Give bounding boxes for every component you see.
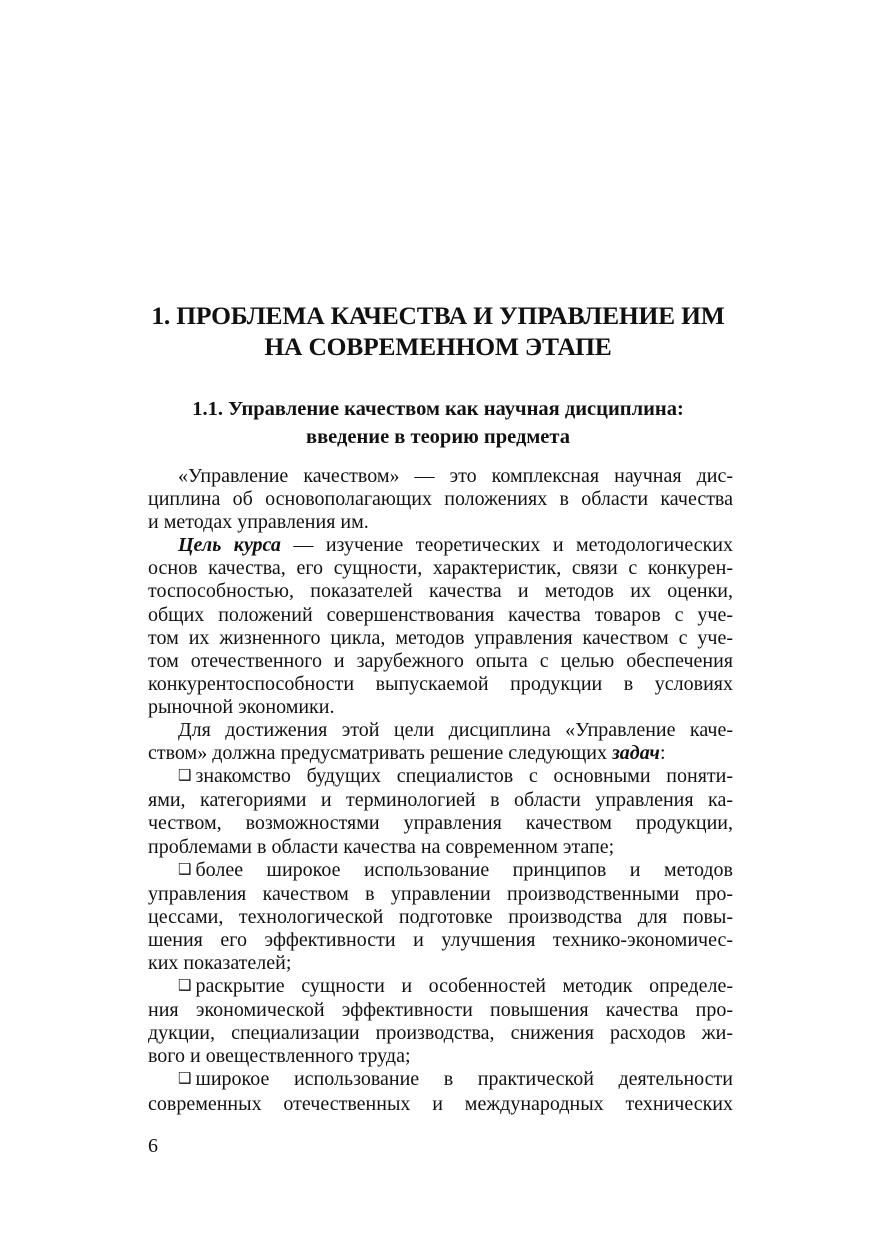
text-line: ких показателей; xyxy=(148,951,292,974)
text-line: управления качеством в управлении производственными про- xyxy=(148,882,733,905)
text-line: циплина об основополагающих положениях в области качества xyxy=(148,488,733,511)
text-line: шения его эффективности и улучшения технико-экономичес- xyxy=(148,928,733,951)
text-line: ❑ более широкое использование принципов и методов xyxy=(178,858,733,881)
paragraph-tasks-intro xyxy=(148,719,733,765)
chapter-title-line-1: 1. ПРОБЛЕМА КАЧЕСТВА И УПРАВЛЕНИЕ ИМ xyxy=(151,301,725,330)
tasks-term: задач xyxy=(611,742,660,765)
tasks-colon: : xyxy=(659,742,666,765)
text-line: ❑ широкое использование в практической деятельности xyxy=(178,1068,733,1091)
chapter-title xyxy=(140,300,736,362)
text-line: общих положений совершенствования качества товаров с уче- xyxy=(148,603,733,626)
paragraph-course-goal xyxy=(148,534,733,719)
checkbox-bullet-icon: ❑ xyxy=(178,1069,192,1088)
text-line: ния экономической эффективности повышения качества про- xyxy=(148,999,733,1022)
section-title-line-2: введение в теорию предмета xyxy=(306,426,570,448)
body-text xyxy=(148,465,733,1116)
section-title-line-1: 1.1. Управление качеством как научная дисциплина: xyxy=(192,398,684,420)
text-line: основ качества, его сущности, характеристик, связи с конкурен- xyxy=(148,557,733,580)
chapter-title-line-2: НА СОВРЕМЕННОМ ЭТАПЕ xyxy=(264,332,612,361)
section-title xyxy=(140,395,736,451)
text-line: ями, категориями и терминологией в области управления ка- xyxy=(148,789,733,812)
text-line: чеством, возможностями управления качеством продукции, xyxy=(148,812,733,835)
text-line: тоспособностью, показателей качества и методов их оценки, xyxy=(148,580,733,603)
text-line: дукции, специализации производства, снижения расходов жи- xyxy=(148,1022,733,1045)
list-item xyxy=(148,765,733,858)
checkbox-bullet-icon: ❑ xyxy=(178,859,192,878)
text-line: «Управление качеством» — это комплексная научная дис- xyxy=(178,465,733,487)
text-line: проблемами в области качества на современном этапе; xyxy=(148,835,615,858)
text-line: и методах управления им. xyxy=(148,511,369,534)
text-line: конкурентоспособности выпускаемой продукции в условиях xyxy=(148,672,733,695)
list-item xyxy=(148,859,733,975)
paragraph-definition xyxy=(148,465,733,534)
text-line: ❑ раскрытие сущности и особенностей методик определе- xyxy=(178,975,733,998)
text-line: ❑ знакомство будущих специалистов с основными поняти- xyxy=(178,765,733,788)
text-line: вого и овеществленного труда; xyxy=(148,1045,411,1068)
list-item xyxy=(148,1068,733,1115)
text-line xyxy=(148,534,733,557)
course-goal-term: Цель курса xyxy=(178,534,281,557)
text-line: Для достижения этой цели дисциплина «Управление каче- xyxy=(178,719,733,742)
course-goal-rest: — изучение теоретических и методологических xyxy=(280,534,733,557)
text-line: рыночной экономики. xyxy=(148,695,335,718)
text-line xyxy=(148,742,733,765)
tasks-intro-text: ством» должна предусматривать решение следующих xyxy=(148,742,612,765)
text-line: том их жизненного цикла, методов управления качеством с уче- xyxy=(148,626,733,649)
page-number: 6 xyxy=(148,1135,158,1157)
checkbox-bullet-icon: ❑ xyxy=(178,766,192,785)
list-item xyxy=(148,975,733,1068)
checkbox-bullet-icon: ❑ xyxy=(178,976,192,995)
text-line: том отечественного и зарубежного опыта с целью обеспечения xyxy=(148,649,733,672)
text-line: современных отечественных и международных технических xyxy=(148,1092,733,1115)
text-line: цессами, технологической подготовке производства для повы- xyxy=(148,905,733,928)
